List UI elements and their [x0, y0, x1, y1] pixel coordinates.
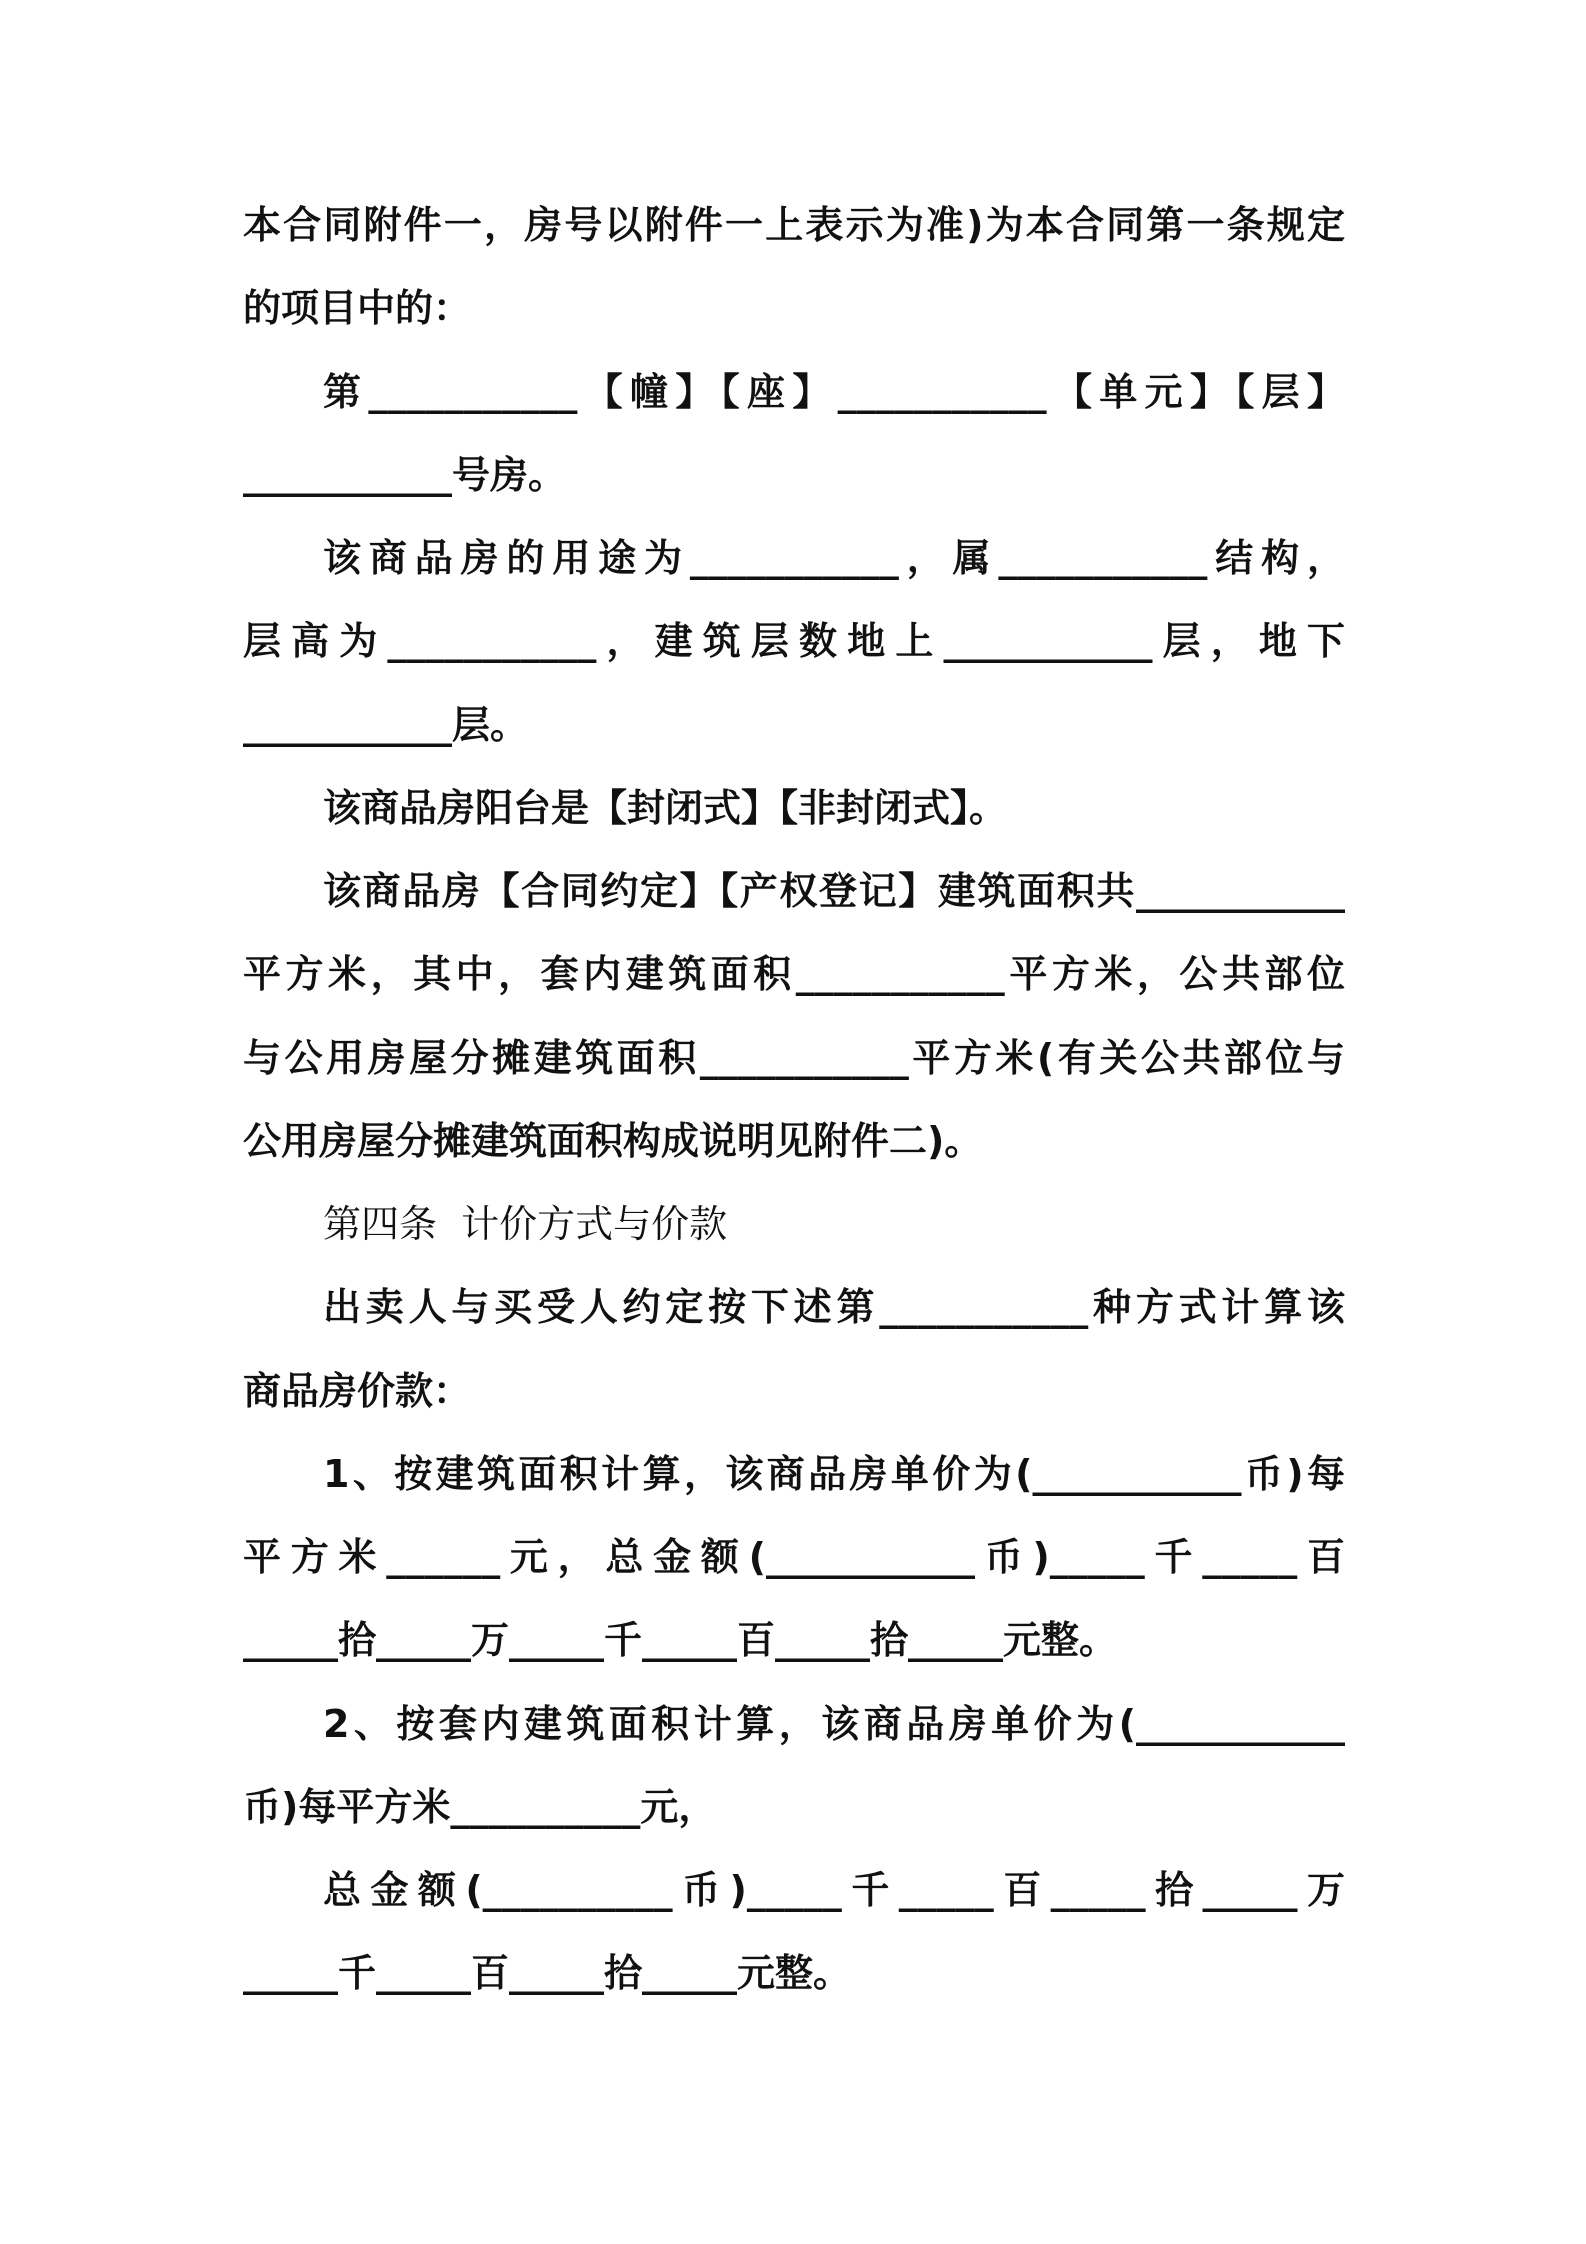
text-line: ___________号房。	[243, 452, 567, 497]
text-line: 该商品房阳台是【封闭式】【非封闭式】。	[323, 785, 1008, 830]
text-line: 的项目中的：	[243, 286, 472, 331]
text-line: 1、按建筑面积计算，该商品房单价为(___________币)每	[323, 1451, 1345, 1496]
text-line: 与公用房屋分摊建筑面积___________平方米(有关公共部位与	[243, 1035, 1345, 1080]
text-line: 第___________【幢】【座】___________【单元】【层】	[323, 369, 1345, 414]
text-line: 总金额(__________币)_____千_____百_____拾_____万	[323, 1868, 1345, 1912]
text-line: 出卖人与买受人约定按下述第___________种方式计算该	[323, 1285, 1345, 1330]
text-line: 公用房屋分摊建筑面积构成说明见附件二)。	[243, 1118, 983, 1163]
text-line: 币)每平方米__________元，	[243, 1784, 717, 1829]
text-line: ___________层。	[243, 702, 529, 747]
text-line: 该商品房【合同约定】【产权登记】建筑面积共___________	[323, 869, 1345, 913]
text-line: 该商品房的用途为___________，属___________结构，	[323, 536, 1345, 580]
article-heading: 第四条 计价方式与价款	[323, 1202, 728, 1246]
text-line: _____拾_____万_____千_____百_____拾_____元整。	[243, 1618, 1118, 1663]
text-line: 平方米，其中，套内建筑面积___________平方米，公共部位	[243, 952, 1345, 997]
text-line: _____千_____百_____拾_____元整。	[243, 1951, 852, 1996]
text-line: 平方米______元，总金额(___________币)_____千_____百	[243, 1535, 1345, 1579]
text-line: 层高为___________，建筑层数地上___________层，地下	[243, 619, 1345, 664]
text-line: 本合同附件一，房号以附件一上表示为准)为本合同第一条规定	[243, 203, 1345, 247]
text-line: 2、按套内建筑面积计算，该商品房单价为(___________	[323, 1701, 1345, 1746]
text-line: 商品房价款：	[243, 1368, 472, 1413]
contract-body	[243, 184, 1345, 2016]
